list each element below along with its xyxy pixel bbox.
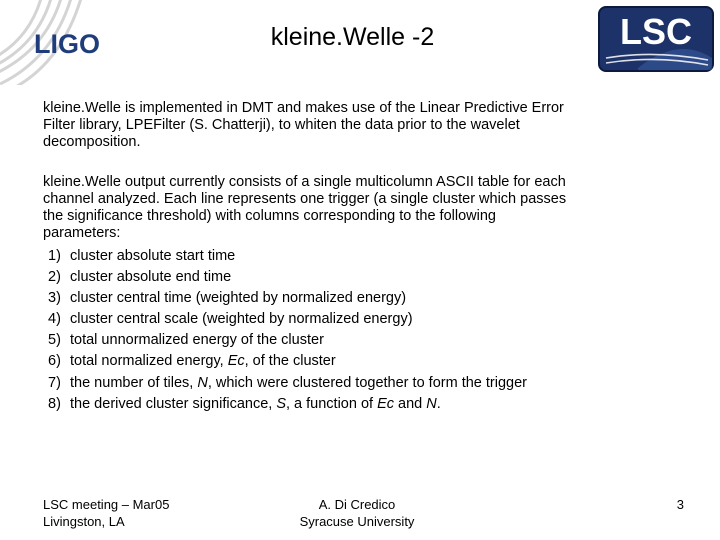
- footer-affiliation: Syracuse University: [299, 514, 415, 529]
- list-item: [48, 330, 527, 351]
- ligo-logo-text: LIGO: [34, 29, 100, 59]
- output-line: parameters:: [43, 225, 121, 241]
- list-text: , a function of: [286, 395, 378, 412]
- slide-title: kleine.Welle -2: [270, 23, 435, 51]
- symbol-s: S: [276, 395, 286, 412]
- list-text: cluster central time (weighted by normalized energy): [70, 290, 407, 307]
- list-text: and: [394, 395, 427, 412]
- list-number: 3): [48, 290, 61, 307]
- list-item: [48, 394, 527, 415]
- lsc-logo: [598, 6, 714, 72]
- list-text: cluster absolute end time: [70, 269, 232, 286]
- symbol-ec: Ec: [227, 353, 245, 370]
- intro-line: kleine.Welle is implemented in DMT and makes use of the Linear Predictive Error: [43, 100, 564, 116]
- ligo-logo: [0, 0, 130, 85]
- output-line: kleine.Welle output currently consists of a single multicolumn ASCII table for each: [43, 174, 566, 190]
- page-number: 3: [676, 497, 684, 512]
- list-text: total normalized energy,: [70, 353, 228, 370]
- output-line: channel analyzed. Each line represents one trigger (a single cluster which passes: [43, 191, 567, 207]
- symbol-ec: Ec: [377, 395, 395, 412]
- list-item: [48, 309, 527, 330]
- output-line: the significance threshold) with columns corresponding to the following: [43, 208, 496, 224]
- output-paragraph: [43, 174, 663, 242]
- list-text: the number of tiles,: [70, 374, 198, 391]
- list-number: 5): [48, 332, 61, 349]
- intro-line: Filter library, LPEFilter (S. Chatterji), to whiten the data prior to the wavelet: [43, 117, 520, 133]
- intro-line: decomposition.: [43, 134, 141, 150]
- footer-location-line: Livingston, LA: [43, 514, 125, 529]
- list-text: cluster central scale (weighted by normalized energy): [70, 311, 413, 328]
- symbol-n: N: [426, 395, 437, 412]
- list-number: 8): [48, 395, 61, 412]
- list-number: 6): [48, 353, 61, 370]
- list-item: [48, 267, 527, 288]
- list-text: , which were clustered together to form the trigger: [207, 374, 527, 391]
- list-text: .: [436, 395, 441, 412]
- list-text: , of the cluster: [244, 353, 336, 370]
- footer-meeting-line: LSC meeting – Mar05: [43, 497, 170, 512]
- footer-meeting: [43, 496, 169, 530]
- list-number: 7): [48, 374, 61, 391]
- symbol-n: N: [197, 374, 208, 391]
- list-number: 4): [48, 311, 61, 328]
- list-text: total unnormalized energy of the cluster: [70, 332, 324, 349]
- list-text: cluster absolute start time: [70, 248, 236, 264]
- list-item: [48, 373, 527, 394]
- list-item: [48, 288, 527, 309]
- lsc-logo-text: LSC: [620, 11, 692, 52]
- list-item: [48, 351, 527, 372]
- list-number: 2): [48, 269, 61, 286]
- list-item: [48, 246, 527, 267]
- footer-author-name: A. Di Credico: [318, 497, 396, 512]
- list-number: 1): [48, 248, 61, 264]
- intro-paragraph: [43, 100, 663, 151]
- parameter-list: [48, 246, 527, 415]
- list-text: the derived cluster significance,: [70, 395, 277, 412]
- footer-author: [257, 496, 457, 530]
